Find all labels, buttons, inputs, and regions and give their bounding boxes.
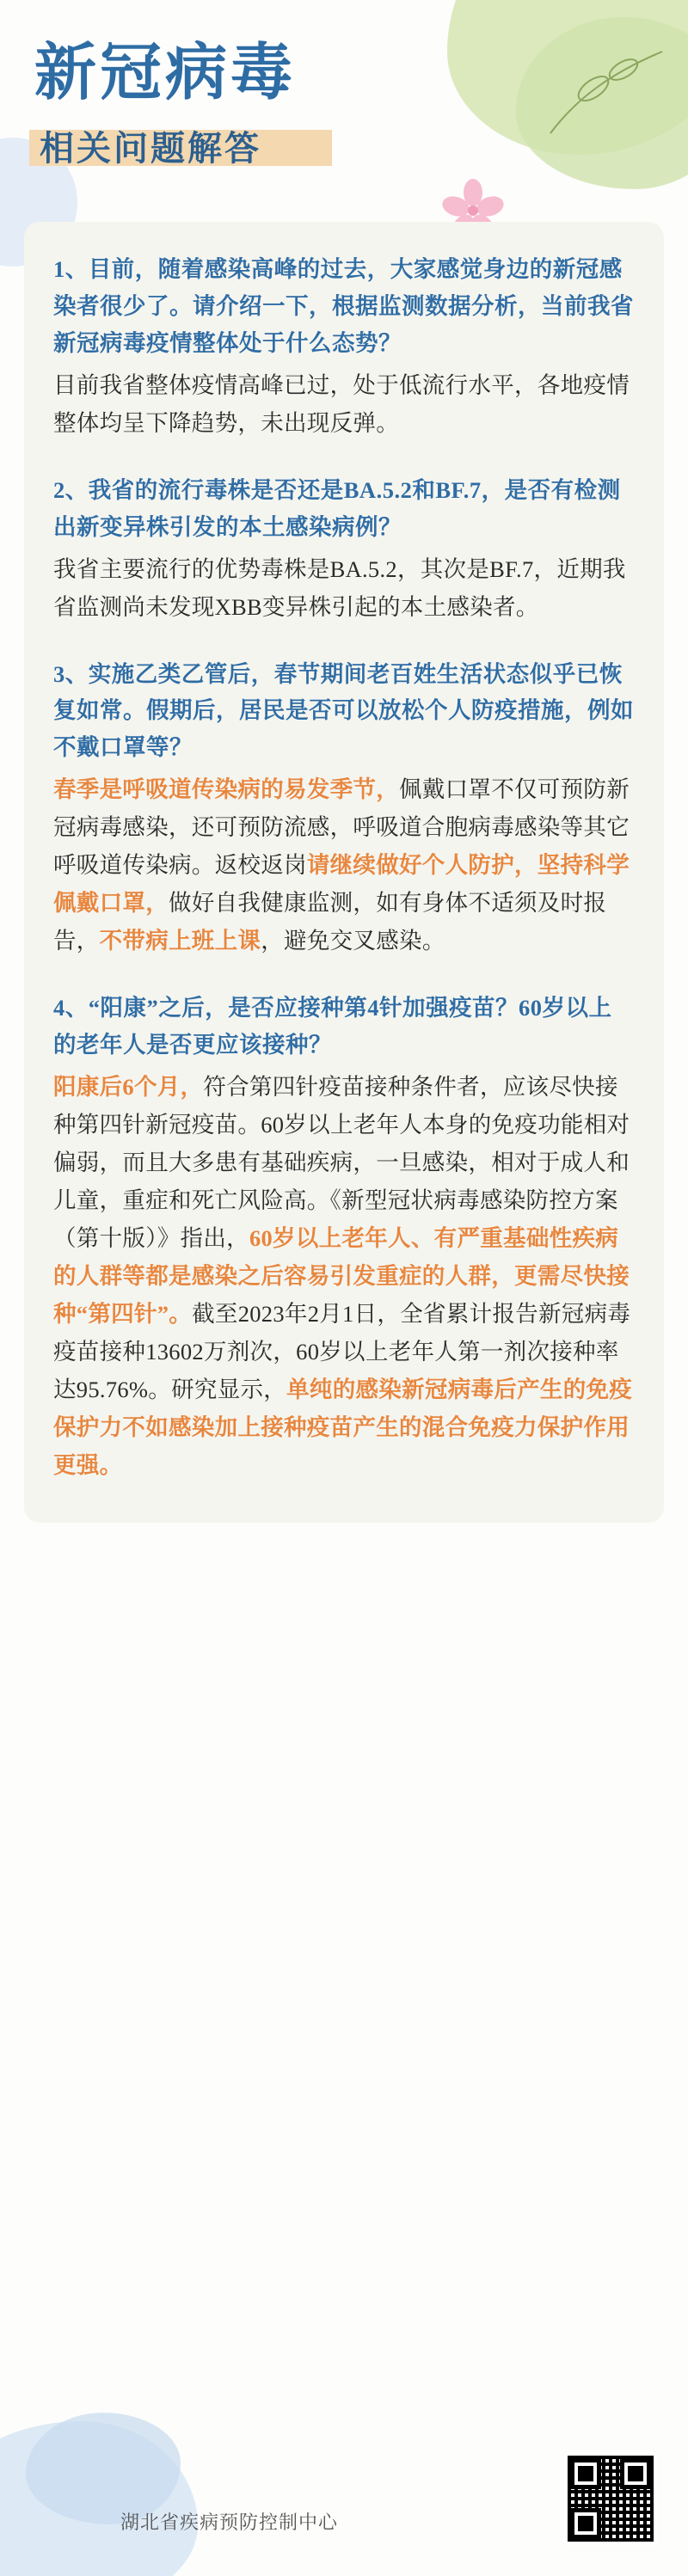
poster-header — [34, 40, 464, 170]
qa-item — [53, 472, 635, 627]
organization-name: 湖北省疾病预防控制中心 — [120, 2512, 339, 2533]
answer-segment: 我省主要流行的优势毒株是BA.5.2，其次是BF.7，近期我省监测尚未发现XBB变异株引起的本土感染者。 — [53, 555, 626, 620]
question-text: 1、目前，随着感染高峰的过去，大家感觉身边的新冠感染者很少了。请介绍一下，根据监测数据分析，当前我省新冠病毒疫情整体处于什么态势？ — [53, 256, 634, 356]
question-text: 2、我省的流行毒株是否还是BA.5.2和BF.7，是否有检测出新变异株引发的本土感染病例？ — [53, 476, 621, 540]
question-text: 3、实施乙类乙管后，春节期间老百姓生活状态似乎已恢复如常。假期后，居民是否可以放松个人防疫措施，例如不戴口罩等？ — [53, 660, 634, 761]
answer-highlight: 单纯的感染新冠病毒后产生的免疫保护力不如感染加上接种疫苗产生的混合免疫力保护作用更强。 — [53, 1376, 633, 1478]
answer-text — [53, 1069, 635, 1485]
page-subtitle: 相关问题解答 — [40, 129, 261, 169]
poster-footer — [0, 2404, 688, 2576]
answer-text — [53, 771, 635, 960]
answer-segment: 佩戴口罩不仅可预防新冠病毒感染，还可预防流感，呼吸道合胞病毒感染等其它呼吸道传染病。返校返岗 — [53, 776, 630, 879]
answer-highlight: 请继续做好个人防护，坚持科学佩戴口罩， — [53, 852, 630, 917]
answer-segment: 目前我省整体疫情高峰已过，处于低流行水平，各地疫情整体均呈下降趋势，未出现反弹。 — [53, 371, 630, 436]
leaf-line-icon — [542, 39, 671, 142]
page-title: 新冠病毒 — [34, 39, 297, 107]
answer-text — [53, 551, 635, 627]
answer-segment: 符合第四针疫苗接种条件者，应该尽快接种第四针新冠疫苗。60岁以上老年人本身的免疫功能相对偏弱，而且大多患有基础疾病，一旦感染，相对于成人和儿童，重症和死亡风险高。《新型冠状病毒感染防控方案（第十版）》指出， — [53, 1074, 630, 1252]
qr-eye-top-right — [620, 2458, 651, 2489]
answer-segment: 截至2023年2月1日，全省累计报告新冠病毒疫苗接种13602万剂次，60岁以上老年人第一剂次接种率达95.76%。研究显示， — [53, 1300, 631, 1402]
answer-highlight: 阳康后6个月， — [53, 1074, 204, 1101]
question-text: 4、“阳康”之后，是否应接种第4针加强疫苗？60岁以上的老年人是否更应该接种？ — [53, 995, 612, 1058]
answer-text — [53, 367, 635, 443]
answer-segment: ，避免交叉感染。 — [261, 928, 445, 954]
qr-eye-top-left — [570, 2458, 601, 2489]
qa-item — [53, 990, 635, 1485]
qr-eye-bottom-left — [570, 2508, 601, 2539]
qa-item — [53, 656, 635, 961]
subtitle-wrapper — [34, 121, 267, 170]
answer-highlight: 60岁以上老年人、有严重基础性疾病的人群等都是感染之后容易引发重症的人群，更需尽快接种“第四针”。 — [53, 1225, 630, 1327]
answer-highlight: 春季是呼吸道传染病的易发季节， — [53, 776, 399, 803]
qa-item — [53, 251, 635, 443]
answer-segment: 做好自我健康监测，如有身体不适须及时报告， — [53, 890, 607, 954]
answer-highlight: 不带病上班上课 — [99, 928, 261, 954]
qa-card — [24, 222, 664, 1523]
qr-code[interactable] — [564, 2452, 657, 2545]
qr-code-pattern — [568, 2456, 654, 2542]
